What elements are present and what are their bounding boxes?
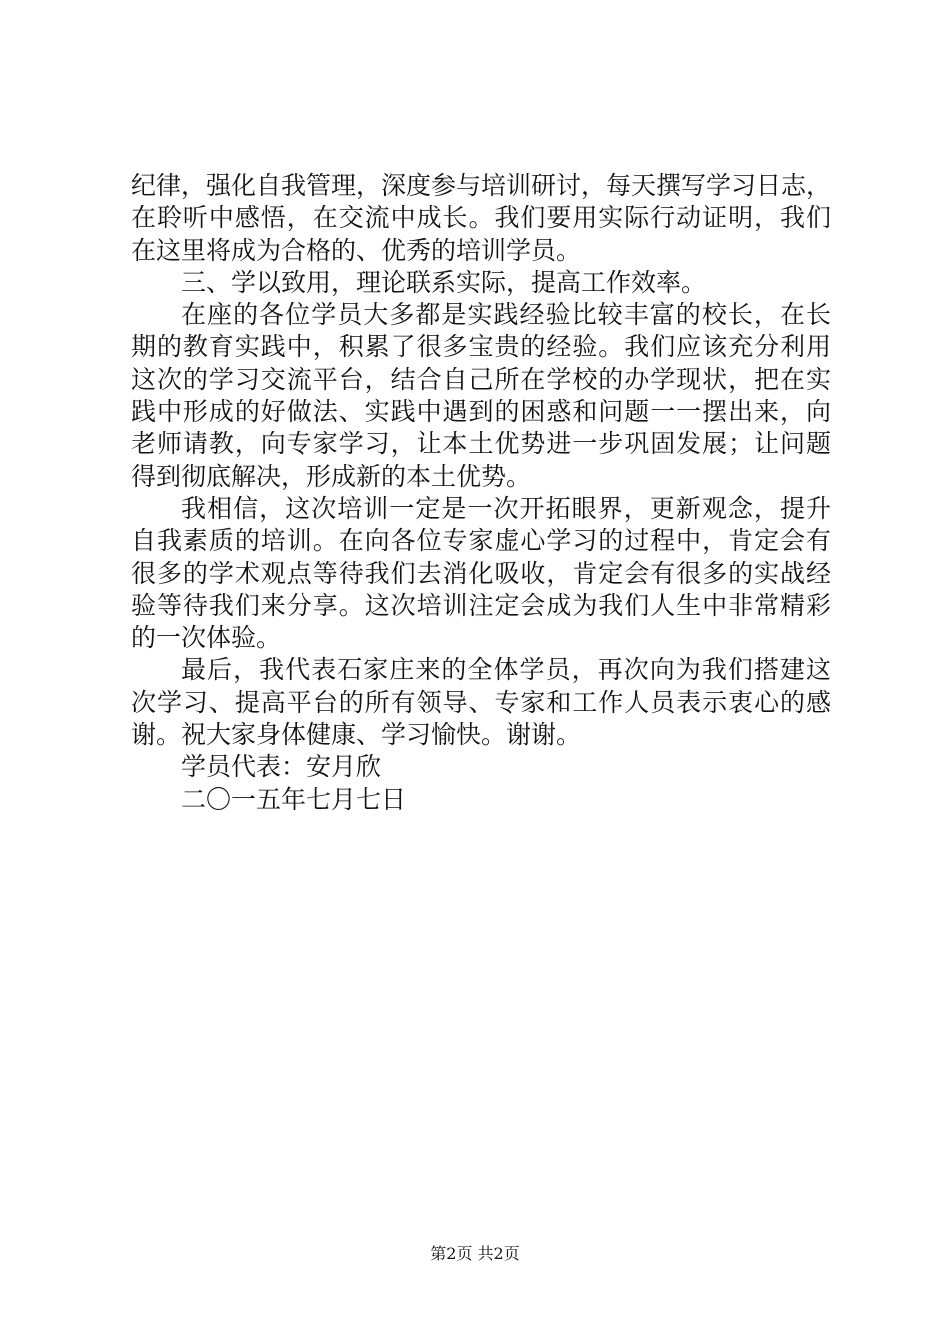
text-line: 在座的各位学员大多都是实践经验比较丰富的校长，在长 bbox=[181, 300, 831, 330]
text-line: 在这里将成为合格的、优秀的培训学员。 bbox=[131, 235, 582, 265]
text-line: 在聆听中感悟，在交流中成长。我们要用实际行动证明，我们 bbox=[131, 203, 831, 233]
text-line: 践中形成的好做法、实践中遇到的困惑和问题一一摆出来，向 bbox=[131, 397, 831, 427]
signature: 学员代表：安月欣 bbox=[181, 752, 382, 782]
date: 二〇一五年七月七日 bbox=[181, 784, 407, 814]
paragraph-discipline-continuation bbox=[131, 170, 831, 267]
heading-three bbox=[131, 267, 831, 299]
paragraph-thanks bbox=[131, 654, 831, 751]
text-line: 这次的学习交流平台，结合自己所在学校的办学现状，把在实 bbox=[131, 364, 831, 394]
text-line: 期的教育实践中，积累了很多宝贵的经验。我们应该充分利用 bbox=[131, 332, 831, 362]
section-heading: 三、学以致用，理论联系实际，提高工作效率。 bbox=[181, 267, 707, 297]
paragraph-experience bbox=[131, 299, 831, 493]
text-line: 纪律，强化自我管理，深度参与培训研讨，每天撰写学习日志， bbox=[131, 171, 832, 200]
text-line: 的一次体验。 bbox=[131, 623, 282, 653]
text-line: 很多的学术观点等待我们去消化吸收，肯定会有很多的实战经 bbox=[131, 558, 831, 588]
document-body bbox=[131, 170, 831, 816]
text-line: 最后，我代表石家庄来的全体学员，再次向为我们搭建这 bbox=[181, 655, 831, 685]
text-line: 次学习、提高平台的所有领导、专家和工作人员表示衷心的感 bbox=[131, 687, 831, 717]
paragraph-belief bbox=[131, 493, 831, 654]
text-line: 自我素质的培训。在向各位专家虚心学习的过程中，肯定会有 bbox=[131, 526, 831, 556]
page-number-footer: 第2页 共2页 bbox=[430, 1244, 520, 1263]
text-line: 验等待我们来分享。这次培训注定会成为我们人生中非常精彩 bbox=[131, 590, 831, 620]
text-line: 老师请教，向专家学习，让本土优势进一步巩固发展；让问题 bbox=[131, 429, 831, 459]
text-line: 谢。祝大家身体健康、学习愉快。谢谢。 bbox=[131, 720, 582, 750]
text-line: 我相信，这次培训一定是一次开拓眼界，更新观念，提升 bbox=[181, 493, 831, 523]
text-line: 得到彻底解决，形成新的本土优势。 bbox=[131, 461, 532, 491]
